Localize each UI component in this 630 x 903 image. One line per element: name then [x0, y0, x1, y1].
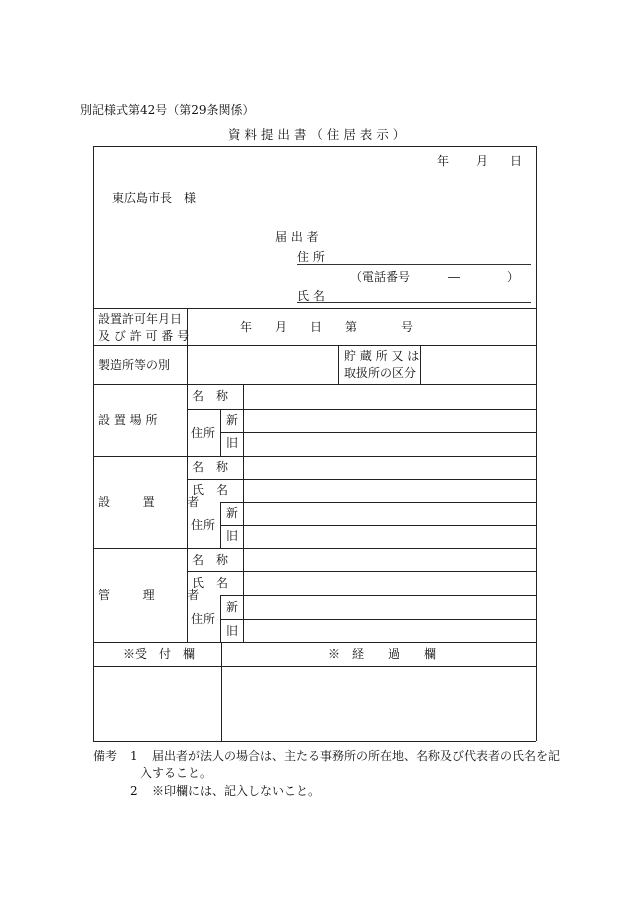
- permit-label-line1: 設置許可年月日: [98, 312, 183, 326]
- date-year-label: 年: [437, 154, 450, 168]
- date-day-label: 日: [510, 154, 523, 168]
- location-new-label: 新: [226, 413, 239, 427]
- notes-heading: 備考: [93, 749, 118, 763]
- manager-meisho-label: 名 称: [192, 553, 229, 567]
- installer-new-label: 新: [226, 506, 239, 520]
- address-line[interactable]: [297, 264, 531, 265]
- permit-number-suffix: 号: [401, 320, 414, 334]
- note-1-continuation: 入すること。: [140, 766, 213, 780]
- document-title: 資 料 提 出 書 （ 住 居 表 示 ）: [228, 127, 406, 142]
- note-2-number: 2: [130, 784, 138, 798]
- phone-dash: ―: [448, 270, 460, 284]
- phone-label: （電話番号: [350, 270, 411, 284]
- location-address-label: 住所: [191, 426, 216, 440]
- name-label: 氏 名: [297, 289, 325, 303]
- name-line[interactable]: [297, 302, 531, 303]
- installer-shimei-label: 氏 名: [192, 483, 229, 497]
- manager-new-label: 新: [226, 600, 239, 614]
- note-2-text: ※印欄には、記入しないこと。: [152, 784, 321, 798]
- progress-column-header: ※ 経 過 欄: [328, 647, 437, 661]
- permit-day-label: 日: [310, 320, 323, 334]
- note-1-text: 届出者が法人の場合は、主たる事務所の所在地、名称及び代表者の氏名を記: [152, 749, 561, 763]
- date-month-label: 月: [476, 154, 489, 168]
- manager-label: 管 理 者: [98, 588, 214, 602]
- location-meisho-label: 名 称: [192, 389, 229, 403]
- storage-label-line2: 取扱所の区分: [344, 366, 417, 380]
- note-1-number: 1: [130, 749, 138, 763]
- manager-shimei-label: 氏 名: [192, 576, 229, 590]
- manager-address-label: 住所: [191, 612, 216, 626]
- installer-old-label: 旧: [226, 529, 239, 543]
- permit-month-label: 月: [275, 320, 288, 334]
- installer-meisho-label: 名 称: [192, 460, 229, 474]
- phone-close: ）: [507, 270, 520, 284]
- permit-number-prefix: 第: [345, 320, 358, 334]
- manager-old-label: 旧: [226, 624, 239, 638]
- facility-type-label: 製造所等の別: [98, 358, 171, 372]
- permit-year-label: 年: [240, 320, 253, 334]
- storage-label-line1: 貯 蔵 所 又 は: [344, 349, 420, 363]
- location-old-label: 旧: [226, 436, 239, 450]
- reception-column-header: ※受 付 欄: [123, 647, 196, 661]
- installer-label: 設 置 者: [98, 495, 214, 509]
- notifier-label: 届 出 者: [275, 230, 319, 244]
- permit-label-line2: 及 び 許 可 番 号: [98, 329, 190, 343]
- addressee: 東広島市長 様: [112, 191, 197, 205]
- address-label: 住 所: [297, 250, 325, 264]
- location-label: 設 置 場 所: [98, 413, 158, 427]
- installer-address-label: 住所: [191, 518, 216, 532]
- form-reference: 別記様式第42号（第29条関係）: [80, 103, 255, 117]
